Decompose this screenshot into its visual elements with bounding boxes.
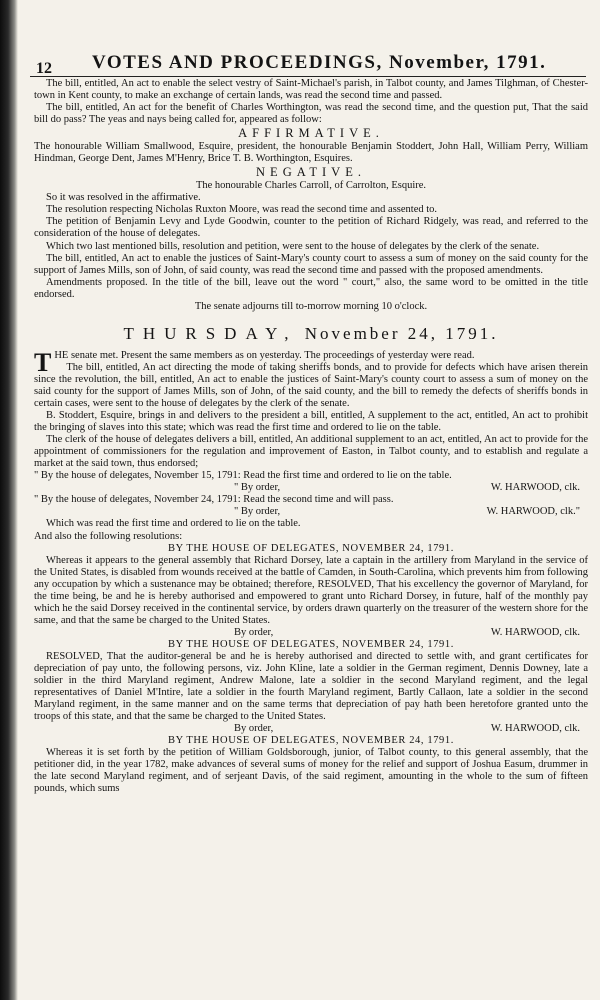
paragraph: So it was resolved in the affirmative. (46, 192, 201, 204)
signature: W. HARWOOD, clk. (490, 626, 580, 638)
paragraph: The petition of Benjamin Levy and Lyde Goodwin, counter to the petition of Richard Ridgely, was read, and referred to the consideration of the house of delegates. (34, 216, 588, 240)
by-order-label: " By order, (234, 506, 281, 518)
resolution-text: Whereas it is set forth by the petition of William Goldsborough, junior, of Talbot county, to this general assembly, that the petitioner did, in the year 1782, make advances of several sums of money for the relief and support of Joshua Easum, drummer in the late second Maryland regiment, and of serjeant Davis, of the said regiment, amounting in the whole to the sum of fifteen pounds, which sums (34, 747, 588, 795)
paragraph: Amendments proposed. In the title of the bill, leave out the word " court," also, the same word to be omitted in the title endorsed. (34, 276, 588, 300)
signature-block (34, 482, 588, 494)
affirmative-heading: AFFIRMATIVE. (238, 126, 384, 141)
paragraph: Which two last mentioned bills, resolution and petition, were sent to the house of delegates by the clerk of the senate. (46, 240, 540, 252)
resolution-heading: BY THE HOUSE OF DELEGATES, NOVEMBER 24, 1791. (167, 638, 454, 650)
signature-block (34, 627, 588, 639)
page-number: 12 (36, 60, 52, 77)
day-heading-weekday: THURSDAY, (123, 323, 298, 343)
drop-cap: T (34, 347, 52, 377)
day-heading-date: November 24, 1791. (304, 323, 499, 343)
endorsement: " By the house of delegates, November 24, 1791: Read the second time and will pass. (34, 494, 394, 506)
signature: W. HARWOOD, clk. (490, 723, 580, 735)
endorsement: " By the house of delegates, November 15, 1791: Read the first time and ordered to lie on the table. (34, 470, 452, 482)
paragraph-opening (34, 347, 588, 377)
signature-block (34, 723, 588, 735)
paragraph: The resolution respecting Nicholas Ruxton Moore, was read the second time and assented to. (46, 204, 438, 216)
resolution-heading: BY THE HOUSE OF DELEGATES, NOVEMBER 24, 1791. (167, 735, 454, 747)
by-order-label: By order, (234, 626, 274, 638)
paragraph: The bill, entitled, An act for the benefit of Charles Worthington, was read the second time, and the question put, That the said bill do pass? The yeas and nays being called for, appeared as follow: (34, 102, 588, 126)
paragraph: The clerk of the house of delegates delivers a bill, entitled, An additional supplement to an act, entitled, An act to provide for the appointment of commissioners for the regulation and improvement of Easton, in Talbot county, and to establish and regulate a market at the said town, thus endorsed; (34, 434, 588, 470)
paragraph: Which was read the first time and ordered to lie on the table. (46, 518, 301, 530)
signature: W. HARWOOD, clk. (490, 482, 580, 494)
resolution-text: RESOLVED, That the auditor-general be and he is hereby authorised and directed to settle with, and grant certificates for depreciation of pay unto, the following persons, viz. John Kline, late a soldier in the German regiment, Dennis Downey, late a soldier in the third Maryland regiment, Andrew Malone, late a soldier in the second Maryland regiment, and the legal representatives of Daniel M'Intire, late a soldier in the fourth Maryland regiment, Bartly Callaon, late a soldier in the second Maryland regiment, in the same manner and on the same terms that depreciation of pay hath been heretofore granted unto the troops of this state, and that the same be charged to the United States. (34, 650, 588, 723)
page-binding-shadow (0, 0, 18, 1000)
resolution-text: Whereas it appears to the general assembly that Richard Dorsey, late a captain in the artillery from Maryland in the service of the United States, is disabled from wounds received at the battle of Camden, in South-Carolina, which prevents him from following any occupation by which a sustenance may be obtained; therefore, RESOLVED, That his excellency the governor of Maryland, for the time being, be and he is hereby authorised and empowered to grant unto Richard Dorsey, in future, half of the monthly pay which he the said Dorsey received in the continental service, by orders drawn quarterly on the treasurer of the western shore for the same, and that the same be charged to the United States. (34, 554, 588, 626)
adjournment: The senate adjourns till to-morrow morning 10 o'clock. (194, 300, 428, 312)
signature-block (34, 506, 588, 518)
opening-text: HE senate met. Present the same members as on yesterday. The proceedings of yesterday were read. (54, 349, 475, 361)
paragraph: The bill, entitled, An act to enable the justices of Saint-Mary's county court to assess a sum of money on the said county for the support of James Mills, son of John, of said county, was read the second time and passed with the proposed amendments. (34, 252, 588, 276)
header-rule (30, 76, 586, 77)
by-order-label: " By order, (234, 482, 281, 494)
resolution-heading: BY THE HOUSE OF DELEGATES, NOVEMBER 24, 1791. (167, 542, 454, 554)
paragraph: B. Stoddert, Esquire, brings in and delivers to the president a bill, entitled, A supplement to the act, entitled, An act to prohibit the bringing of slaves into this state; which was read the first time and ordered to lie on the table. (34, 410, 588, 434)
by-order-label: By order, (234, 723, 274, 735)
negative-names: The honourable Charles Carroll, of Carrolton, Esquire. (195, 180, 427, 192)
affirmative-names: The honourable William Smallwood, Esquire, president, the honourable Benjamin Stoddert, John Hall, William Perry, William Hindman, George Dent, James M'Henry, Brice T. B. Worthington, Esquires. (34, 141, 588, 165)
document-body (34, 78, 588, 796)
paragraph: The bill, entitled, An act to enable the select vestry of Saint-Michael's parish, in Talbot county, and James Tilghman, of Chester-town in Kent county, to make an exchange of certain lands, was read the second time and passed. (34, 78, 588, 102)
paragraph: And also the following resolutions: (34, 530, 183, 542)
negative-heading: NEGATIVE. (256, 165, 366, 180)
day-heading (34, 321, 588, 347)
running-title: VOTES AND PROCEEDINGS, November, 1791. (92, 52, 547, 73)
paragraph: The bill, entitled, An act directing the mode of taking sheriffs bonds, and to provide for defects which have arisen therein since the revolution, the bill, entitled, An act to enable the justices of Saint-Mary's county court to assess a sum of money on the said county for the support of James Mills, son of John, of the said county, and the bill to remedy the defects of sheriffs bonds in certain cases, were sent to the house of delegates by the clerk of the senate. (34, 361, 588, 409)
signature: W. HARWOOD, clk." (486, 506, 580, 518)
